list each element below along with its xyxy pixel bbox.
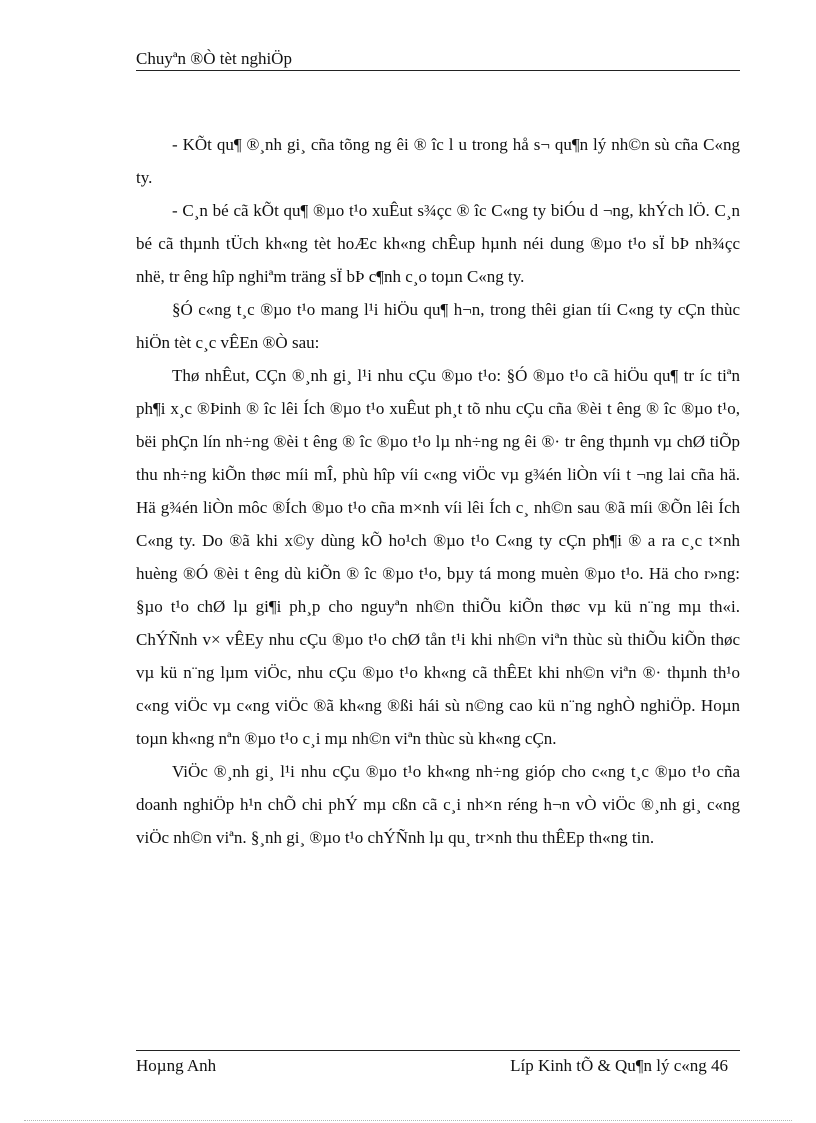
paragraph-2: - C¸n bé cã kÕt qu¶ ®µo t¹o xuÊut s¾çc ® îc C«ng ty biÓu d ¬ng, khÝch lÖ. C¸n bé cã thµnh tÜch kh«ng tèt hoÆc kh«ng chÊup hµnh néi dung ®µo t¹o sÏ bÞ nh¾çc nhë, tr êng hîp nghiªm träng sÏ bÞ c¶nh c¸o toµn C«ng ty. [136,201,740,286]
page-header [136,48,740,71]
paragraph-1: - KÕt qu¶ ®¸nh gi¸ cña tõng ng êi ® îc l u trong hå s¬ qu¶n lý nh©n sù cña C«ng ty. [136,135,740,187]
paragraph-5: ViÖc ®¸nh gi¸ l¹i nhu cÇu ®µo t¹o kh«ng nh÷ng gióp cho c«ng t¸c ®µo t¹o cña doanh nghiÖp h¹n chÕ chi phÝ mµ cßn cã c¸i nh×n réng h¬n vÒ viÖc ®¸nh gi¸ c«ng viÖc nh©n viªn. §¸nh gi¸ ®µo t¹o chÝÑnh lµ qu¸ tr×nh thu thÊEp th«ng tin. [136,762,740,847]
footer-class-label: Líp Kinh tÕ & Qu¶n lý c«ng 46 [510,1056,728,1075]
paragraph-4: Thø nhÊut, CÇn ®¸nh gi¸ l¹i nhu cÇu ®µo t¹o: §Ó ®µo t¹o cã hiÖu qu¶ tr íc tiªn ph¶i x¸c ®Þinh ® îc lêi Ích ®µo t¹o xuÊut ph¸t tõ nhu cÇu cña ®èi t êng ® îc ®µo t¹o, bëi phÇn lín nh÷ng ®èi t êng ® îc ®µo t¹o lµ nh÷ng ng êi ®· tr êng thµnh vµ chØ tiÕp thu nh÷ng kiÕn thøc míi mÎ, phù hîp víi c«ng viÖc vµ g¾én liÒn víi t ¬ng lai cña hä. Hä g¾én liÒn môc ®Ích ®µo t¹o cña m×nh víi lêi Ích c¸ nh©n sau ®ã míi ®Õn lêi Ích C«ng ty. Do ®ã khi x©y dùng kÕ ho¹ch ®µo t¹o C«ng ty cÇn ph¶i ® a ra c¸c t×nh huèng ®Ó ®èi t êng dù kiÕn ® îc ®µo t¹o, bµy tá mong muèn ®µo t¹o. Hä cho r»ng: §µo t¹o chØ lµ gi¶i ph¸p cho nguyªn nh©n thiÕu kiÕn thøc vµ kü n¨ng mµ th«i. ChÝÑnh v× vÊEy nhu cÇu ®µo t¹o chØ tån t¹i khi nh©n viªn thùc sù thiÕu kiÕn thøc vµ kü n¨ng lµm viÖc, nhu cÇu ®µo t¹o kh«ng cã thÊEt khi nh©n viªn ®· thµnh th¹o c«ng viÖc vµ c«ng viÖc ®ã kh«ng ®ßi hái sù n©ng cao kü n¨ng nghÒ nghiÖp. Hoµn toµn kh«ng nªn ®µo t¹o c¸i mµ nh©n viªn thùc sù kh«ng cÇn. [136,366,740,748]
page-footer [136,1050,740,1077]
document-body [136,128,740,854]
footer-author: Hoµng Anh [136,1056,217,1075]
paragraph-3: §Ó c«ng t¸c ®µo t¹o mang l¹i hiÖu qu¶ h¬n, trong thêi gian tíi C«ng ty cÇn thùc hiÖn tèt c¸c vÊEn ®Ò sau: [136,300,740,352]
header-title: Chuyªn ®Ò tèt nghiÖp [136,49,292,68]
page-edge-divider [24,1120,792,1121]
